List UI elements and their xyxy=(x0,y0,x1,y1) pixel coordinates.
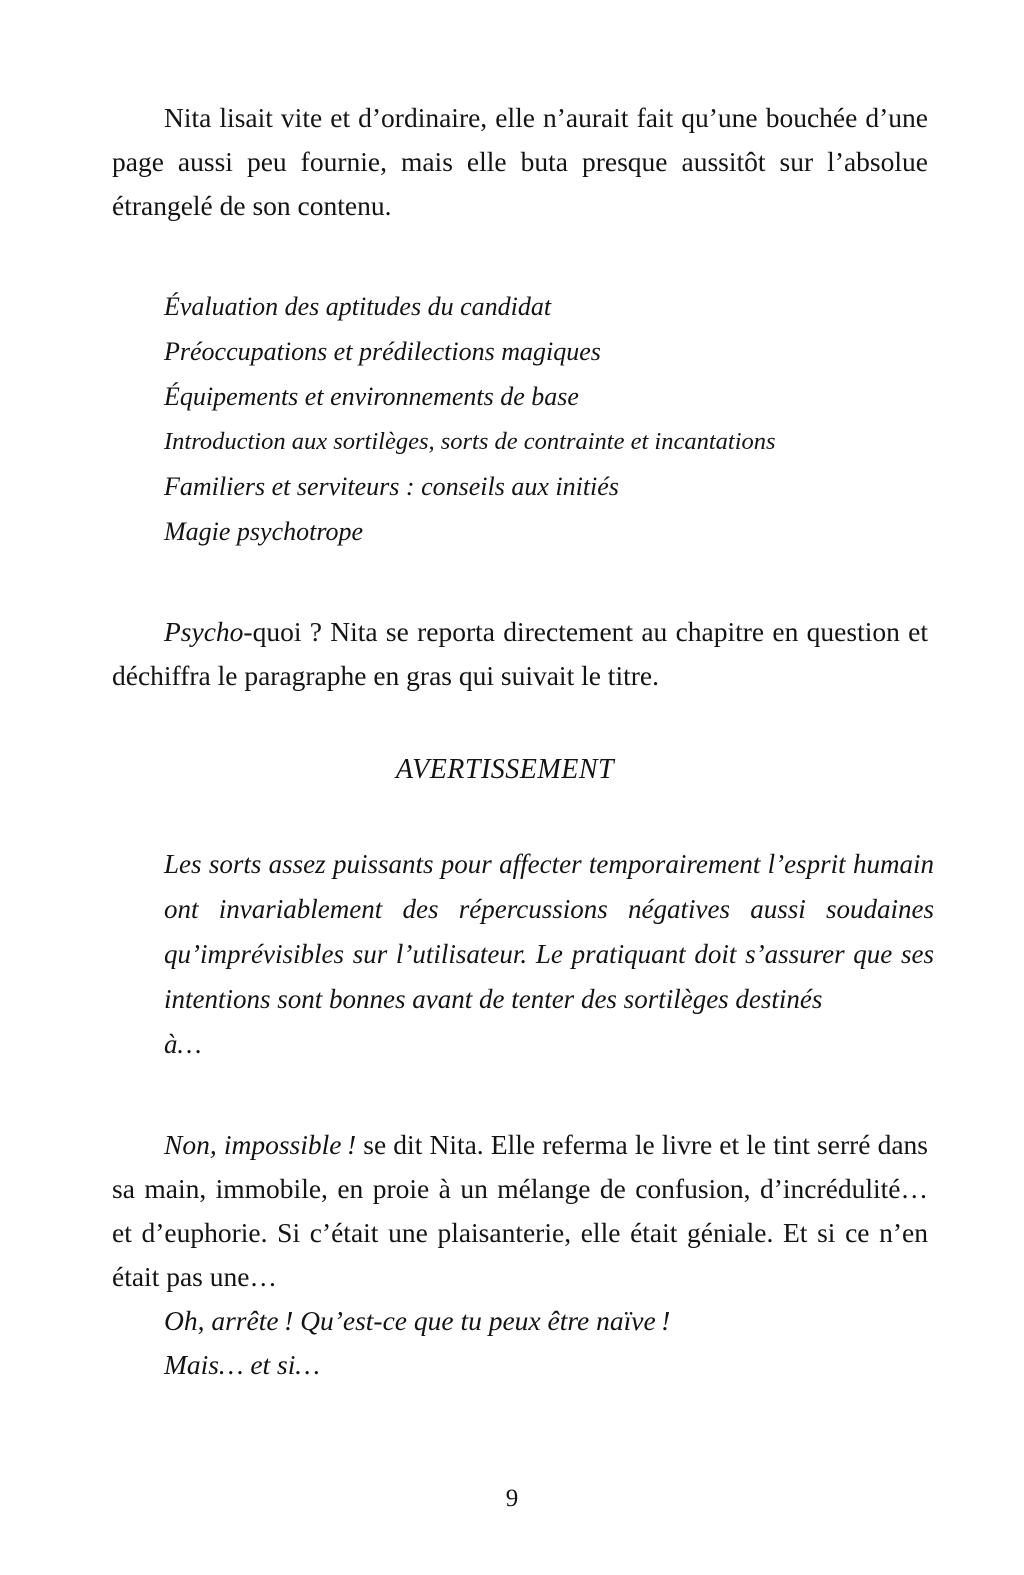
warning-quote-last-line: à… xyxy=(164,1029,202,1059)
page-number: 9 xyxy=(505,1485,519,1512)
spacer xyxy=(112,554,928,610)
warning-heading: AVERTISSEMENT xyxy=(395,754,615,785)
table-of-contents xyxy=(112,284,928,554)
spacer xyxy=(112,786,928,842)
italic-lead: Psycho- xyxy=(164,616,253,647)
toc-item: Introduction aux sortilèges, sorts de contrainte et incantations xyxy=(164,428,776,455)
line-mais-et-si: Mais… et si… xyxy=(164,1349,320,1380)
paragraph-non-impossible-text: se dit Nita. Elle referma le livre et le tint serré dans sa main, immobile, en proie à un mélange de confusion, d’incrédulité… et d’euphorie. Si c’était une plaisanterie, elle était géniale. Et si ce n’en était pas une… xyxy=(112,1129,928,1292)
toc-item: Préoccupations et prédilections magiques xyxy=(164,337,601,366)
paragraph-psycho-text: quoi ? Nita se reporta directement au chapitre en question et déchiffra le paragraphe en gras qui suivait le titre. xyxy=(112,616,928,691)
spacer xyxy=(112,1067,928,1123)
warning-quote-text: Les sorts assez puissants pour affecter temporairement l’esprit humain ont invariablement des répercussions négatives aussi soudaines qu’imprévisibles sur l’utilisateur. Le pratiquant doit s’assurer que ses intentions sont bonnes avant de tenter des sortilèges destinés xyxy=(164,849,934,1014)
warning-quote xyxy=(164,842,934,1067)
italic-lead: Non, impossible ! xyxy=(164,1129,357,1160)
toc-item: Magie psychotrope xyxy=(164,517,364,546)
paragraph-intro: Nita lisait vite et d’ordinaire, elle n’aurait fait qu’une bouchée d’une page aussi peu fournie, mais elle buta presque aussitôt sur l’absolue étrangelé de son contenu. xyxy=(112,102,928,221)
line-oh-arrete: Oh, arrête ! Qu’est-ce que tu peux être naïve ! xyxy=(164,1305,671,1336)
toc-item: Évaluation des aptitudes du candidat xyxy=(164,292,552,321)
paragraph-non-impossible xyxy=(112,1123,928,1299)
spacer xyxy=(112,228,928,284)
paragraph-psycho xyxy=(112,610,928,698)
toc-item: Familiers et serviteurs : conseils aux initiés xyxy=(164,472,619,501)
toc-item: Équipements et environnements de base xyxy=(164,382,579,411)
spacer xyxy=(112,698,928,754)
